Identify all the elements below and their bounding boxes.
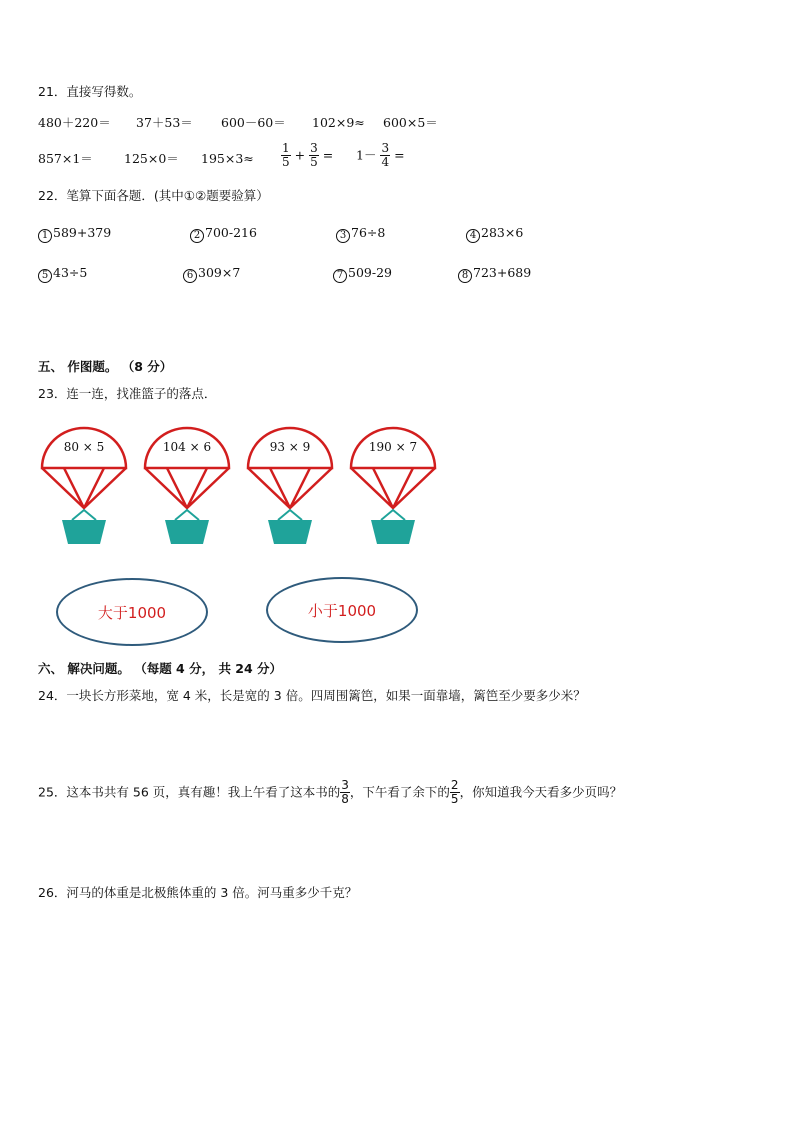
q23-title: 23．连一连，找准篮子的落点． [38, 386, 217, 401]
q21-item-3: 600－60＝ [221, 115, 286, 130]
parachute-2[interactable] [143, 426, 231, 548]
oval-greater-than-1000[interactable]: 大于1000 [56, 578, 208, 646]
parachute-1[interactable] [40, 426, 128, 548]
oval-less-than-1000[interactable]: 小于1000 [266, 577, 418, 643]
q22-item-2: 2 700-216 [190, 225, 257, 243]
fraction: $\frac{3}{8}$ [341, 778, 349, 806]
q21-title: 21．直接写得数。 [38, 84, 142, 99]
circled-number: 4 [466, 229, 480, 243]
section-5-heading: 五、 作图题。 （8 分） [38, 359, 173, 374]
circled-number: 8 [458, 269, 472, 283]
q21-item-8: 195×3≈ [201, 151, 254, 166]
circled-number: 6 [183, 269, 197, 283]
q22-item-7: 7 509-29 [333, 265, 392, 283]
q22-item-4: 4 283×6 [466, 225, 523, 243]
q21-item-5: 600×5＝ [383, 115, 438, 130]
fraction: $\frac{2}{5}$ [450, 778, 459, 806]
q21-item-6: 857×1＝ [38, 151, 93, 166]
circled-number: 7 [333, 269, 347, 283]
q22-title: 22．笔算下面各题．(其中①②题要验算） [38, 188, 269, 203]
q22-item-1: 1 589+379 [38, 225, 111, 243]
q21-item-1: 480＋220＝ [38, 115, 111, 130]
circled-number: 2 [190, 229, 204, 243]
section-6-heading: 六、 解决问题。 （每题 4 分， 共 24 分） [38, 661, 283, 676]
parachute-label: 93 × 9 [269, 440, 311, 454]
q26-text: 26．河马的体重是北极熊体重的 3 倍。河马重多少千克？ [38, 885, 358, 900]
q21-item-4: 102×9≈ [312, 115, 365, 130]
q22-item-3: 3 76÷8 [336, 225, 385, 243]
q21-fraction-sub: 1－ $\frac{3}{4}$ = [356, 141, 405, 169]
q24-text: 24．一块长方形菜地，宽 4 米，长是宽的 3 倍。四周围篱笆，如果一面靠墙，篱笆至少要多少米？ [38, 688, 586, 703]
parachute-label: 80 × 5 [63, 440, 105, 454]
q21-item-2: 37＋53＝ [136, 115, 193, 130]
q22-item-5: 5 43÷5 [38, 265, 87, 283]
circled-number: 5 [38, 269, 52, 283]
q21-fraction-sum: $\frac{1}{5}$ + $\frac{3}{5}$ = [282, 141, 334, 169]
parachute-label: 104 × 6 [162, 440, 212, 454]
q22-item-8: 8 723+689 [458, 265, 531, 283]
circled-number: 3 [336, 229, 350, 243]
parachute-label: 190 × 7 [368, 440, 418, 454]
parachute-4[interactable] [349, 426, 437, 548]
q25-text: 25．这本书共有 56 页，真有趣！我上午看了这本书的 $\frac{3}{8}$ ，下午看了余下的 $\frac{2}{5}$ ，你知道我今天看多少页吗？ [38, 778, 623, 806]
parachute-3[interactable] [246, 426, 334, 548]
circled-number: 1 [38, 229, 52, 243]
q21-item-7: 125×0＝ [124, 151, 179, 166]
q22-item-6: 6 309×7 [183, 265, 240, 283]
